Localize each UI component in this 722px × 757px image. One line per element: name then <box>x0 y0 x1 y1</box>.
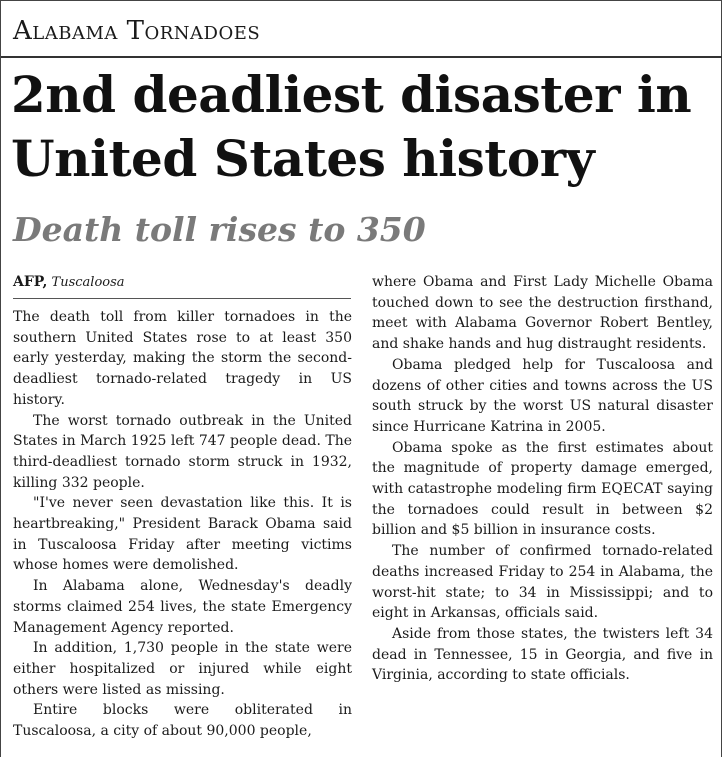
byline-agency: AFP, <box>13 274 48 290</box>
section-kicker: Alabama Tornadoes <box>13 16 261 46</box>
byline <box>13 273 351 299</box>
article-paragraph: The worst tornado outbreak in the United States in March 1925 left 747 people dead. The third-deadliest tornado storm struck in 1932, killing 332 people. <box>13 412 352 491</box>
article-paragraph: The death toll from killer tornadoes in the southern United States rose to at least 350 early yesterday, making the storm the second-deadliest tornado-related tragedy in US history. <box>13 309 352 408</box>
byline-location: Tuscaloosa <box>51 275 125 290</box>
article-paragraph: The number of confirmed tornado-related deaths increased Friday to 254 in Alabama, the worst-hit state; to 34 in Mississippi; and to eight in Arkansas, officials said. <box>372 543 713 622</box>
article-paragraph: where Obama and First Lady Michelle Obama touched down to see the destruction firsthand, meet with Alabama Governor Robert Bentley, and shake hands and hug distraught residents. <box>372 274 713 353</box>
article-paragraph: Obama spoke as the first estimates about the magnitude of property damage emerged, with catastrophe modeling firm EQECAT saying the tornadoes could result in between $2 billion and $5 billion in insurance costs. <box>372 439 713 539</box>
article-column-left <box>13 307 352 742</box>
article-paragraph: In Alabama alone, Wednesday's deadly storms claimed 254 lives, the state Emergency Management Agency reported. <box>13 578 352 636</box>
article-paragraph: Entire blocks were obliterated in Tuscaloosa, a city of about 90,000 people, <box>13 702 352 740</box>
article-paragraph: Aside from those states, the twisters left 34 dead in Tennessee, 15 in Georgia, and five in Virginia, according to state officials. <box>372 625 713 684</box>
article-paragraph: "I've never seen devastation like this. It is heartbreaking," President Barack Obama said in Tuscaloosa Friday after meeting victims whose homes were demolished. <box>13 495 352 574</box>
article-paragraph: In addition, 1,730 people in the state were either hospitalized or injured while eight others were listed as missing. <box>13 640 352 698</box>
subheadline: Death toll rises to 350 <box>13 210 426 249</box>
kicker-rule <box>1 56 722 58</box>
article-column-right <box>372 272 713 686</box>
article-paragraph: Obama pledged help for Tuscaloosa and dozens of other cities and towns across the US south struck by the worst US natural disaster since Hurricane Katrina in 2005. <box>372 356 713 435</box>
headline: 2nd deadliest disaster in United States history <box>11 65 692 188</box>
